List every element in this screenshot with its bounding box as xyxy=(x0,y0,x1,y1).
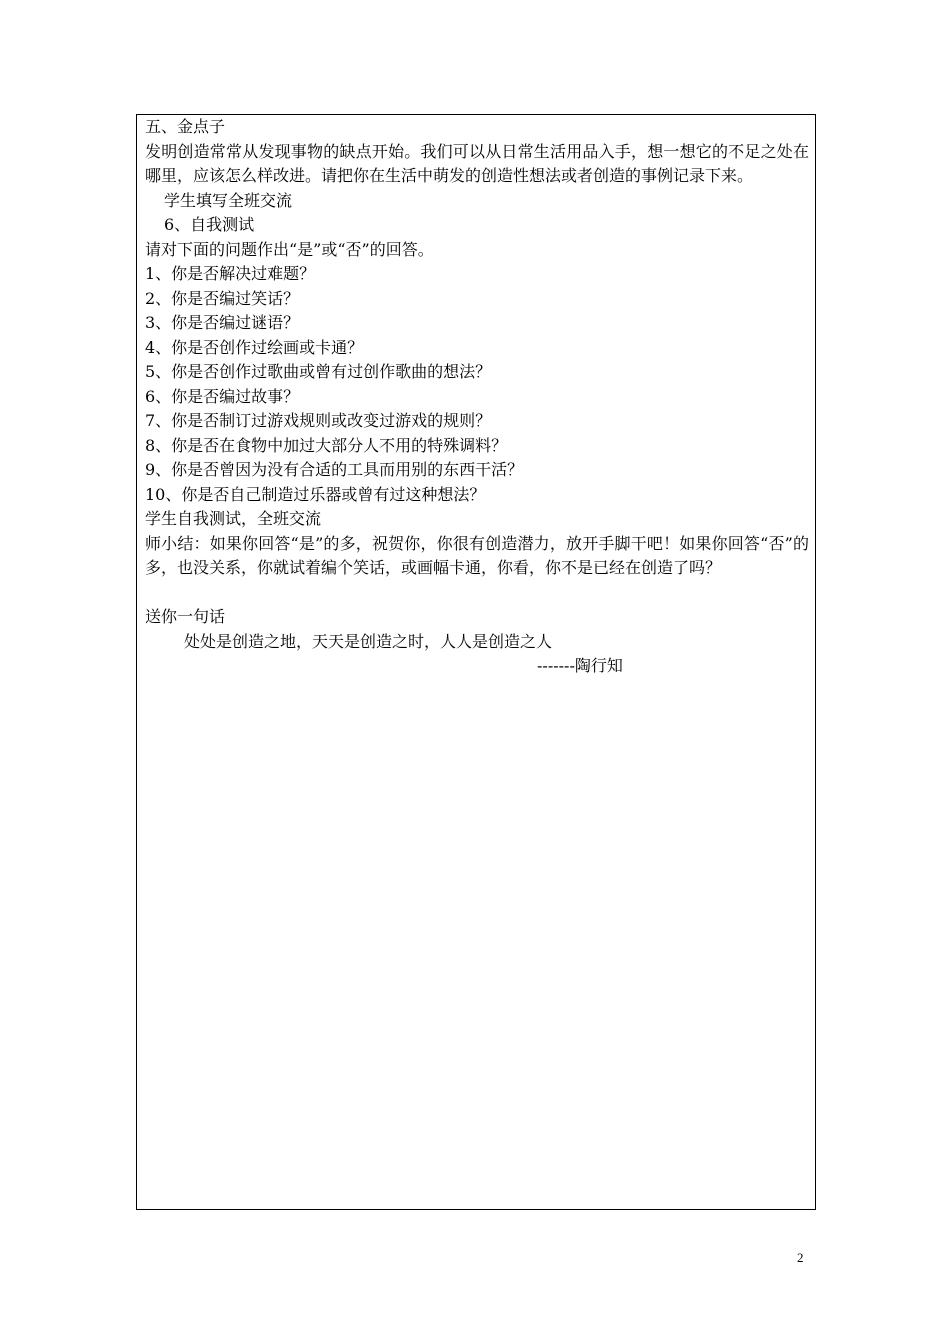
question-item: 3、你是否编过谜语？ xyxy=(145,313,300,332)
question-item: 1、你是否解决过难题？ xyxy=(145,264,316,283)
activity-note-1: 学生填写全班交流 xyxy=(164,190,293,210)
question-item: 7、你是否制订过游戏规则或改变过游戏的规则？ xyxy=(145,411,492,430)
intro-paragraph: 发明创造常常从发现事物的缺点开始。我们可以从日常生活用品入手，想一想它的不足之处在哪里，应该怎么样改进。请把你在生活中萌发的创造性想法或者创造的事例记录下来。 xyxy=(145,141,809,185)
question-item: 2、你是否编过笑话？ xyxy=(145,288,300,308)
question-list xyxy=(145,262,809,507)
teacher-summary: 师小结：如果你回答“是”的多，祝贺你，你很有创造潜力，放开手脚干吧！如果你回答“否”的多，也没关系，你就试着编个笑话，或画幅卡通，你看，你不是已经在创造了吗？ xyxy=(145,533,809,577)
quote-heading: 送你一句话 xyxy=(145,607,226,626)
document-content xyxy=(145,115,809,679)
quote-author: -------陶行知 xyxy=(537,656,623,675)
activity-note-2: 学生自我测试，全班交流 xyxy=(145,509,322,528)
test-heading: 6、自我测试 xyxy=(164,215,255,234)
page-number: 2 xyxy=(797,1250,804,1265)
question-item: 10、你是否自己制造过乐器或曾有过这种想法？ xyxy=(145,484,486,504)
question-item: 5、你是否创作过歌曲或曾有过创作歌曲的想法？ xyxy=(145,362,492,381)
test-instruction: 请对下面的问题作出“是”或“否”的回答。 xyxy=(145,239,434,259)
question-item: 4、你是否创作过绘画或卡通？ xyxy=(145,337,364,357)
page-frame xyxy=(136,114,816,1210)
question-item: 6、你是否编过故事？ xyxy=(145,386,300,406)
question-item: 9、你是否曾因为没有合适的工具而用别的东西干活？ xyxy=(145,460,524,479)
quote-text: 处处是创造之地，天天是创造之时，人人是创造之人 xyxy=(184,631,553,651)
section-heading: 五、金点子 xyxy=(145,117,226,136)
question-item: 8、你是否在食物中加过大部分人不用的特殊调料？ xyxy=(145,435,508,455)
blank-line xyxy=(145,581,809,606)
